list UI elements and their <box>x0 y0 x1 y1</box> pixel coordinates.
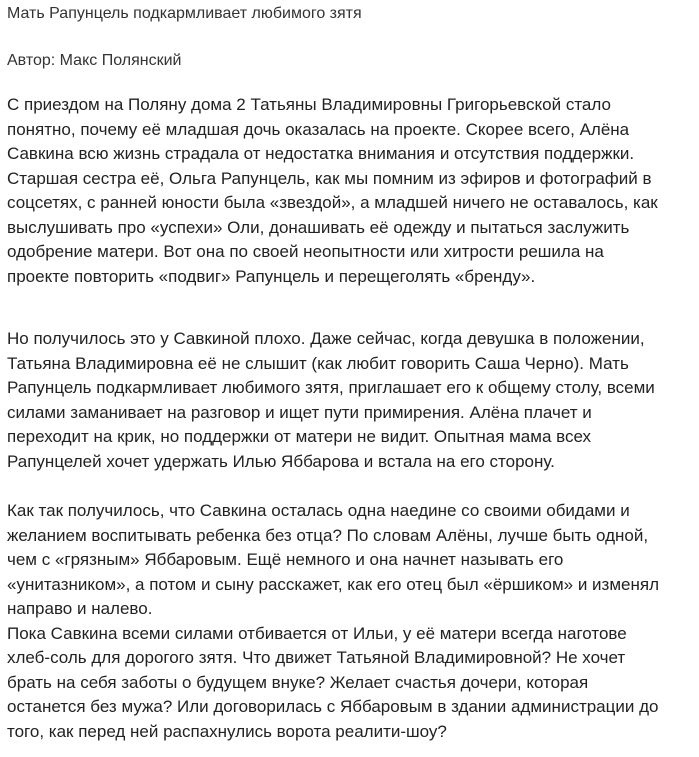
paragraph-line: Савкина всю жизнь страдала от недостатка внимания и отсутствия поддержки. <box>7 144 635 164</box>
paragraph-line: направо и налево. <box>7 599 153 619</box>
paragraph-line: одобрение матери. Вот она по своей неопытности или хитрости решила на <box>7 242 604 262</box>
article-author: Автор: Макс Полянский <box>7 52 182 69</box>
paragraph-line: соцсетях, с ранней юности была «звездой», а младшей ничего не оставалось, как <box>7 193 658 213</box>
paragraph-line: Пока Савкина всеми силами отбивается от Ильи, у её матери всегда наготове <box>7 623 627 643</box>
paragraph-line: хлеб-соль для дорогого зятя. Что движет Татьяной Владимировной? Не хочет <box>7 648 626 668</box>
paragraph-line: понятно, почему её младшая дочь оказалась на проекте. Скорее всего, Алёна <box>7 119 630 139</box>
paragraph-line: брать на себя заботы о будущем внуке? Желает счастья дочери, которая <box>7 672 589 692</box>
paragraph-3 <box>7 499 659 744</box>
paragraph-line: силами заманивает на разговор и ищет пути примирения. Алёна плачет и <box>7 402 592 422</box>
paragraph-line: Как так получилось, что Савкина осталась одна наедине со своими обидами и <box>7 501 630 520</box>
paragraph-line: того, как перед ней распахнулись ворота реалити-шоу? <box>7 721 447 741</box>
paragraph-line: останется без мужа? Или договорилась с Яббаровым в здании администрации до <box>7 697 659 717</box>
paragraph-line: С приездом на Поляну дома 2 Татьяны Владимировны Григорьевской стало <box>7 95 611 114</box>
paragraph-line: Старшая сестра её, Ольга Рапунцель, как мы помним из эфиров и фотографий в <box>7 168 652 188</box>
paragraph-line: Рапунцель подкармливает любимого зятя, приглашает его к общему столу, всеми <box>7 378 655 398</box>
paragraph-2 <box>7 327 655 474</box>
article-title: Мать Рапунцель подкармливает любимого зятя <box>7 5 362 22</box>
paragraph-line: «унитазником», а потом и сыну расскажет, как его отец был «ёршиком» и изменял <box>7 574 659 594</box>
paragraph-line: выслушивать про «успехи» Оли, донашивать её одежду и пытаться заслужить <box>7 217 630 237</box>
paragraph-line: переходит на крик, но поддержки от матери не видит. Опытная мама всех <box>7 427 592 447</box>
paragraph-line: проекте повторить «подвиг» Рапунцель и перещеголять «бренду». <box>7 266 536 286</box>
paragraph-line: Рапунцелей хочет удержать Илью Яббарова и встала на его сторону. <box>7 451 555 471</box>
paragraph-line: желанием воспитывать ребенка без отца? По словам Алёны, лучше быть одной, <box>7 525 649 545</box>
paragraph-line: чем с «грязным» Яббаровым. Ещё немного и она начнет называть его <box>7 550 564 570</box>
paragraph-line: Татьяна Владимировна её не слышит (как любит говорить Саша Черно). Мать <box>7 353 629 373</box>
paragraph-1 <box>7 93 658 289</box>
paragraph-line: Но получилось это у Савкиной плохо. Даже сейчас, когда девушка в положении, <box>7 329 645 348</box>
